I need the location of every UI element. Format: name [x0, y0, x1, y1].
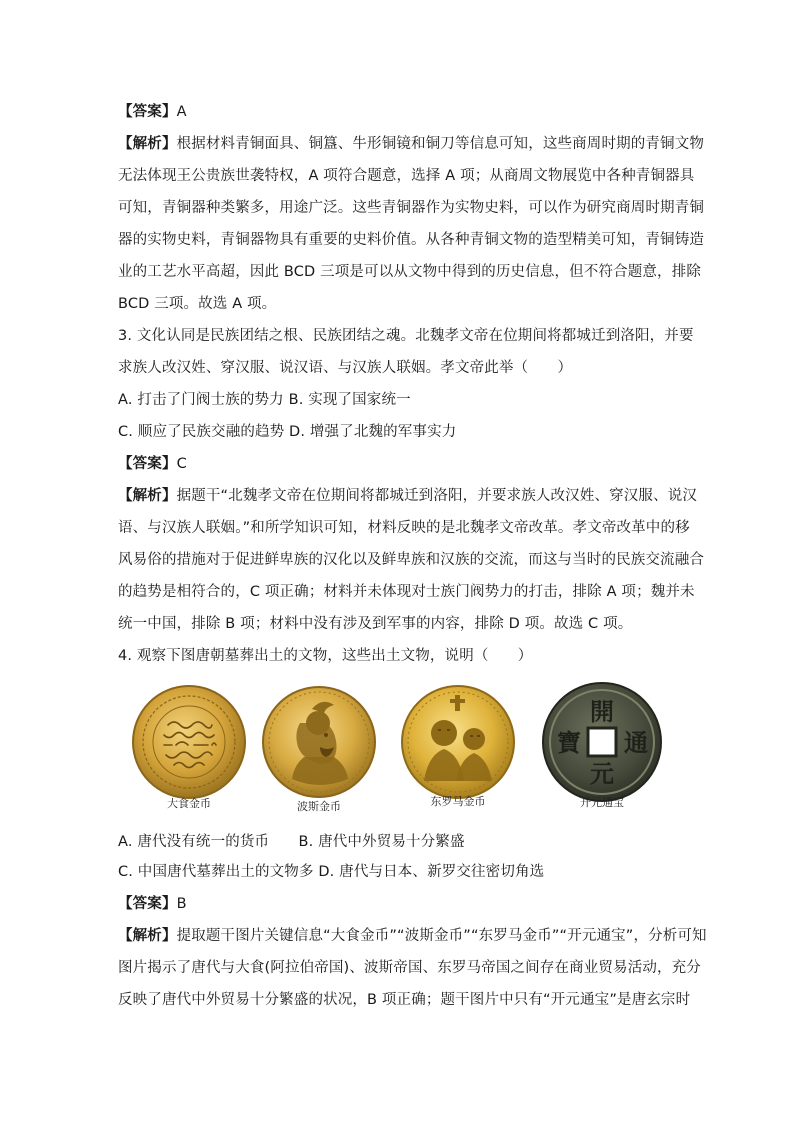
- q3-analysis-line-5: 统一中国，排除 B 项；材料中没有涉及到军事的内容，排除 D 项。故选 C 项。: [118, 616, 633, 632]
- q2-answer-line: [118, 102, 678, 122]
- arabic-gold-dinar-icon: [130, 683, 248, 801]
- q4-options-line-2: C. 中国唐代墓葬出土的文物多 D. 唐代与日本、新罗交往密切角选: [118, 864, 545, 880]
- answer-value: C: [176, 456, 187, 472]
- q2-analysis-line-2: 无法体现王公贵族世袭特权，A 项符合题意，选择 A 项；从商周文物展览中各种青铜器具: [118, 168, 695, 184]
- q3-options-line-1: A. 打击了门阀士族的势力 B. 实现了国家统一: [118, 392, 411, 408]
- analysis-tag: 【解析】: [118, 136, 177, 152]
- answer-value: A: [176, 104, 187, 120]
- coin-glyph-left: 寶: [557, 728, 581, 757]
- q3-options-line-2: C. 顺应了民族交融的趋势 D. 增强了北魏的军事实力: [118, 424, 457, 440]
- kaiyuan-tongbao-bronze-coin-icon: [540, 680, 664, 804]
- q3-analysis-line-3: 风易俗的措施对于促进鲜卑族的汉化以及鲜卑族和汉族的交流，而这与当时的民族交流融合: [118, 552, 704, 568]
- q2-analysis-line-3: 可知，青铜器种类繁多，用途广泛。这些青铜器作为实物史料，可以作为研究商周时期青铜: [118, 200, 704, 216]
- q4-stem-line: 4. 观察下图唐朝墓葬出土的文物，这些出土文物，说明（ ）: [118, 648, 533, 664]
- q4-analysis-line-2: 图片揭示了唐代与大食(阿拉伯帝国)、波斯帝国、东罗马帝国之间存在商业贸易活动，充分: [118, 960, 701, 976]
- q3-analysis-line-1: 【解析】据题干“北魏孝文帝在位期间将都城迁到洛阳，并要求族人改汉姓、穿汉服、说汉: [118, 488, 698, 504]
- q3-answer-line: [118, 454, 678, 474]
- coin-caption-dashi: 大食金币: [167, 797, 211, 810]
- q2-analysis-line-1: 【解析】根据材料青铜面具、铜簋、牛形铜镜和铜刀等信息可知，这些商周时期的青铜文物: [118, 136, 705, 152]
- q4-analysis-line-1: 【解析】提取题干图片关键信息“大食金币”“波斯金币”“东罗马金币”“开元通宝”，分析可知: [118, 928, 707, 944]
- q3-stem-line-1: 3. 文化认同是民族团结之根、民族团结之魂。北魏孝文帝在位期间将都城迁到洛阳，并要: [118, 328, 694, 344]
- q3-analysis-line-4: 的趋势是相符合的，C 项正确；材料并未体现对士族门阀势力的打击，排除 A 项；魏并未: [118, 584, 695, 600]
- q2-analysis-line-4: 器的实物史料，青铜器物具有重要的史料价值。从各种青铜文物的造型精美可知，青铜铸造: [118, 232, 704, 248]
- answer-tag: 【答案】: [118, 104, 177, 120]
- answer-value: B: [176, 896, 187, 912]
- coin-caption-bosi: 波斯金币: [297, 800, 341, 813]
- q2-analysis-line-5: 业的工艺水平高超，因此 BCD 三项是可以从文物中得到的历史信息，但不符合题意，排除: [118, 264, 701, 280]
- coin-glyph-right: 通: [624, 728, 648, 757]
- answer-tag: 【答案】: [118, 896, 177, 912]
- coin-caption-dongluoma: 东罗马金币: [430, 795, 486, 808]
- q4-answer-line: [118, 894, 678, 914]
- coin-glyph-top: 開: [590, 697, 614, 726]
- analysis-tag: 【解析】: [118, 928, 177, 944]
- byzantine-gold-solidus-icon: [394, 683, 522, 801]
- analysis-tag: 【解析】: [118, 488, 177, 504]
- persian-gold-coin-icon: [260, 683, 378, 801]
- coin-caption-kaiyuan: 开元通宝: [580, 796, 624, 809]
- q4-analysis-line-3: 反映了唐代中外贸易十分繁盛的状况，B 项正确；题干图片中只有“开元通宝”是唐玄宗时: [118, 992, 691, 1008]
- q2-analysis-line-6: BCD 三项。故选 A 项。: [118, 296, 277, 312]
- coin-glyph-bottom: 元: [590, 759, 614, 788]
- q3-stem-line-2: 求族人改汉姓、穿汉服、说汉语、与汉族人联姻。孝文帝此举（ ）: [118, 360, 573, 376]
- answer-tag: 【答案】: [118, 456, 177, 472]
- q4-options-line-1: A. 唐代没有统一的货币 B. 唐代中外贸易十分繁盛: [118, 834, 465, 850]
- q3-analysis-line-2: 语、与汉族人联姻。”和所学知识可知，材料反映的是北魏孝文帝改革。孝文帝改革中的移: [118, 520, 690, 536]
